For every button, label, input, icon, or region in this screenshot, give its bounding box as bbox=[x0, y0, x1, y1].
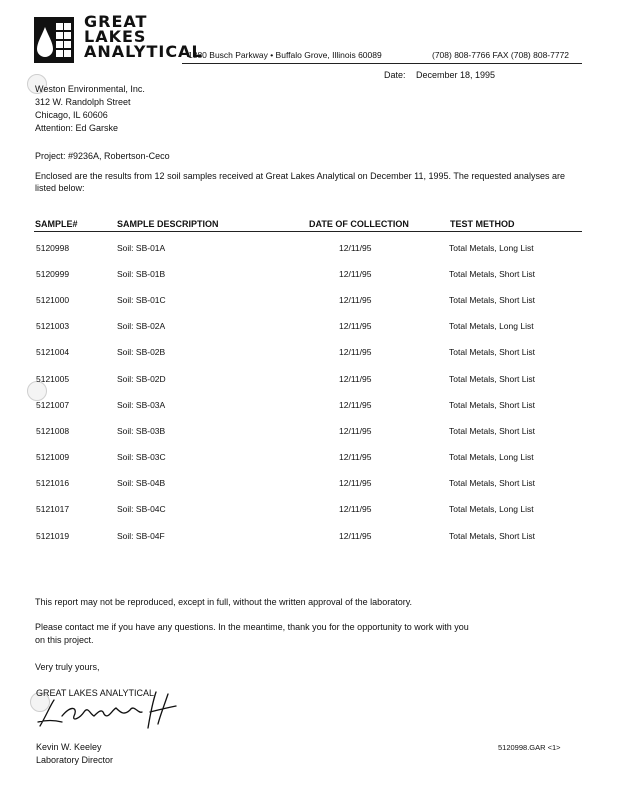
date-value: December 18, 1995 bbox=[416, 70, 496, 80]
sample-number: 5121000 bbox=[36, 295, 70, 305]
sample-description: Soil: SB-03B bbox=[117, 426, 166, 436]
disclaimer-text: This report may not be reproduced, except in full, without the written approval of the laboratory. bbox=[35, 597, 413, 607]
recipient-street: 312 W. Randolph Street bbox=[35, 97, 131, 107]
table-row bbox=[0, 321, 618, 333]
collection-date: 12/11/95 bbox=[339, 321, 372, 331]
sample-number: 5120998 bbox=[36, 243, 70, 253]
test-method: Total Metals, Long List bbox=[449, 321, 534, 331]
sample-number: 5120999 bbox=[36, 269, 70, 279]
test-method: Total Metals, Short List bbox=[449, 347, 535, 357]
sample-number: 5121019 bbox=[36, 531, 70, 541]
handwritten-signature-icon bbox=[32, 686, 192, 732]
project-line: Project: #9236A, Robertson-Ceco bbox=[35, 151, 170, 161]
test-method: Total Metals, Short List bbox=[449, 478, 535, 488]
table-row bbox=[0, 243, 618, 255]
table-row bbox=[0, 504, 618, 516]
collection-date: 12/11/95 bbox=[339, 531, 372, 541]
sample-number: 5121008 bbox=[36, 426, 70, 436]
collection-date: 12/11/95 bbox=[339, 504, 372, 514]
test-method: Total Metals, Short List bbox=[449, 426, 535, 436]
header-sample-description: SAMPLE DESCRIPTION bbox=[117, 219, 219, 229]
collection-date: 12/11/95 bbox=[339, 452, 372, 462]
sample-number: 5121016 bbox=[36, 478, 70, 488]
table-row bbox=[0, 347, 618, 359]
company-logo-icon bbox=[34, 17, 74, 63]
test-method: Total Metals, Long List bbox=[449, 504, 534, 514]
sample-number: 5121003 bbox=[36, 321, 70, 331]
table-header-rule bbox=[34, 231, 582, 232]
table-row bbox=[0, 426, 618, 438]
company-name-logo bbox=[84, 14, 203, 59]
collection-date: 12/11/95 bbox=[339, 243, 372, 253]
header-divider bbox=[182, 63, 582, 64]
sample-description: Soil: SB-03A bbox=[117, 400, 166, 410]
table-row bbox=[0, 531, 618, 543]
sample-number: 5121017 bbox=[36, 504, 70, 514]
logo-line-2: LAKES bbox=[84, 27, 147, 46]
header-phone-fax: (708) 808-7766 FAX (708) 808-7772 bbox=[432, 50, 570, 60]
table-row bbox=[0, 295, 618, 307]
sample-number: 5121005 bbox=[36, 374, 70, 384]
table-row bbox=[0, 374, 618, 386]
sample-number: 5121004 bbox=[36, 347, 70, 357]
sample-description: Soil: SB-01B bbox=[117, 269, 166, 279]
sample-description: Soil: SB-03C bbox=[117, 452, 166, 462]
table-row bbox=[0, 269, 618, 281]
closing-text: Very truly yours, bbox=[35, 662, 100, 672]
header-address: 1380 Busch Parkway • Buffalo Grove, Illinois 60089 bbox=[188, 50, 382, 60]
logo-line-3: ANALYTICAL bbox=[84, 42, 203, 61]
collection-date: 12/11/95 bbox=[339, 400, 372, 410]
contact-line-2: on this project. bbox=[35, 635, 94, 645]
collection-date: 12/11/95 bbox=[339, 295, 372, 305]
table-row bbox=[0, 452, 618, 464]
table-row bbox=[0, 400, 618, 412]
collection-date: 12/11/95 bbox=[339, 426, 372, 436]
header-sample-number: SAMPLE# bbox=[35, 219, 78, 229]
footer-document-code: 5120998.GAR <1> bbox=[498, 743, 561, 752]
signer-name: Kevin W. Keeley bbox=[36, 742, 102, 752]
collection-date: 12/11/95 bbox=[339, 347, 372, 357]
collection-date: 12/11/95 bbox=[339, 269, 372, 279]
signer-title: Laboratory Director bbox=[36, 755, 114, 765]
sample-description: Soil: SB-04F bbox=[117, 531, 165, 541]
recipient-company: Weston Environmental, Inc. bbox=[35, 84, 145, 94]
sample-description: Soil: SB-04C bbox=[117, 504, 166, 514]
sample-description: Soil: SB-02B bbox=[117, 347, 166, 357]
test-method: Total Metals, Long List bbox=[449, 243, 534, 253]
contact-line-1: Please contact me if you have any questions. In the meantime, thank you for the opportunity to work with you bbox=[35, 622, 469, 632]
test-method: Total Metals, Short List bbox=[449, 269, 535, 279]
sample-number: 5121007 bbox=[36, 400, 70, 410]
test-method: Total Metals, Short List bbox=[449, 400, 535, 410]
logo-line-1: GREAT bbox=[84, 12, 148, 31]
date-label: Date: bbox=[384, 70, 406, 80]
header-date-of-collection: DATE OF COLLECTION bbox=[309, 219, 409, 229]
collection-date: 12/11/95 bbox=[339, 374, 372, 384]
test-method: Total Metals, Short List bbox=[449, 374, 535, 384]
sample-description: Soil: SB-02A bbox=[117, 321, 166, 331]
test-method: Total Metals, Long List bbox=[449, 452, 534, 462]
sample-description: Soil: SB-02D bbox=[117, 374, 166, 384]
sample-number: 5121009 bbox=[36, 452, 70, 462]
test-method: Total Metals, Short List bbox=[449, 531, 535, 541]
signature-company: GREAT LAKES ANALYTICAL bbox=[36, 688, 155, 698]
collection-date: 12/11/95 bbox=[339, 478, 372, 488]
sample-description: Soil: SB-01C bbox=[117, 295, 166, 305]
intro-paragraph: Enclosed are the results from 12 soil samples received at Great Lakes Analytical on December 11, 1995. The requested analyses are listed below: bbox=[35, 171, 565, 193]
recipient-city: Chicago, IL 60606 bbox=[35, 110, 108, 120]
table-row bbox=[0, 478, 618, 490]
test-method: Total Metals, Short List bbox=[449, 295, 535, 305]
header-test-method: TEST METHOD bbox=[450, 219, 515, 229]
sample-description: Soil: SB-01A bbox=[117, 243, 166, 253]
recipient-attention: Attention: Ed Garske bbox=[35, 123, 119, 133]
sample-description: Soil: SB-04B bbox=[117, 478, 166, 488]
